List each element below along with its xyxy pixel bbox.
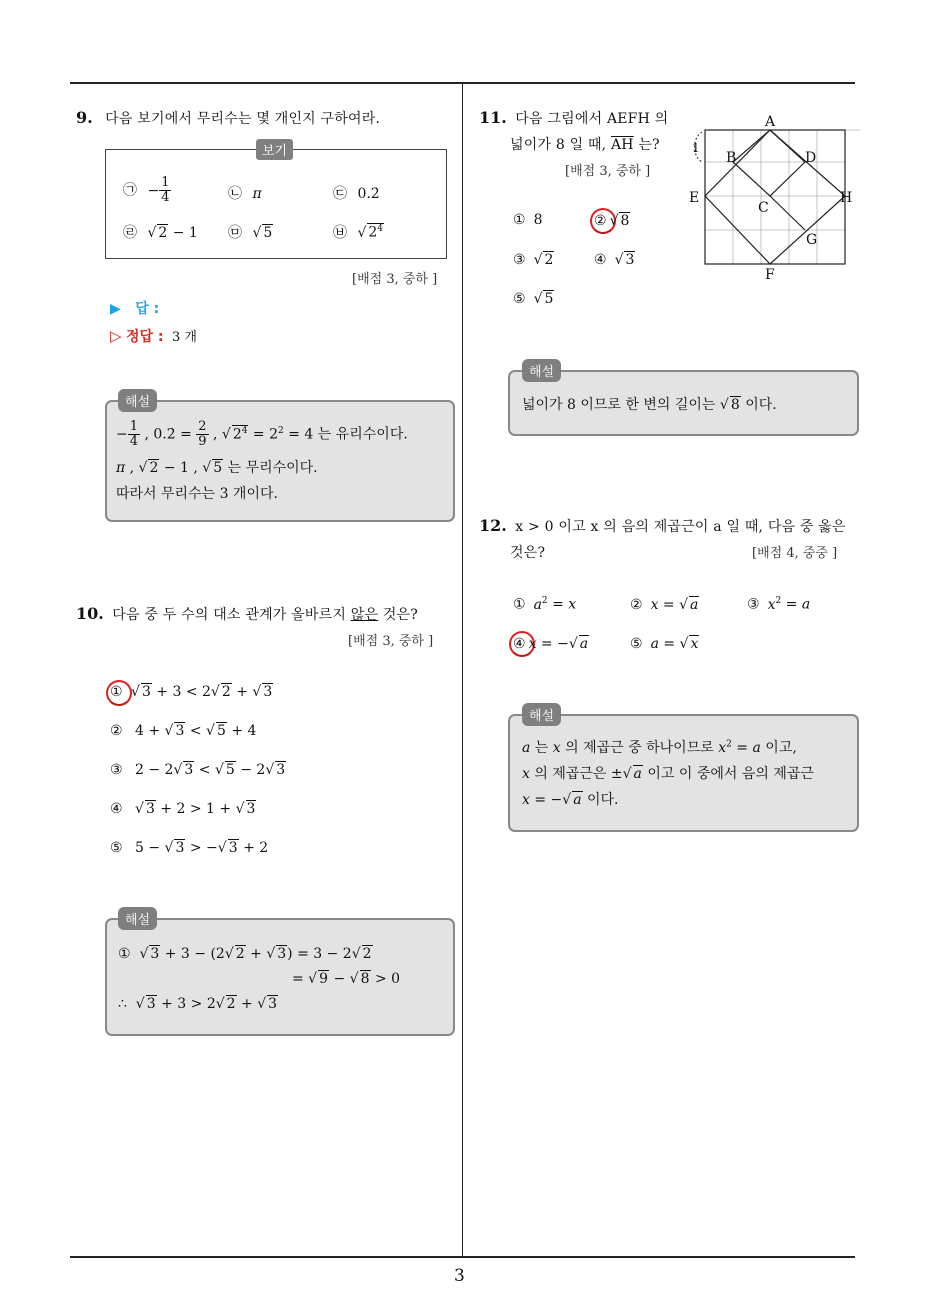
question-text-line-1: x > 0 이고 x 의 음의 제곱근이 a 일 때, 다음 중 옳은	[515, 519, 846, 535]
solution-label: 해설	[522, 359, 561, 382]
point-label-h: H	[840, 190, 853, 206]
example-item-5: ㉤ √ 5	[228, 225, 273, 241]
solution-label: 해설	[118, 389, 157, 412]
correct-answer-row	[110, 326, 197, 346]
question-text: 다음 보기에서 무리수는 몇 개인지 구하여라.	[105, 111, 381, 127]
score-meta: [배점 4, 중중 ]	[752, 546, 838, 561]
question-12	[479, 516, 846, 536]
point-label-b: B	[726, 150, 737, 166]
option-4[interactable]: ④ x = −√ a	[513, 636, 589, 652]
question-number: 12.	[479, 516, 507, 535]
solution-box	[105, 918, 455, 1036]
option-5[interactable]: ⑤ 5 − √ 3 > −√ 3 + 2	[110, 840, 269, 856]
option-2[interactable]: ② 4 + √ 3 < √ 5 + 4	[110, 723, 257, 739]
question-text: 다음 중 두 수의 대소 관계가 올바르지 않은 것은?	[112, 607, 418, 623]
solution-line-2: = √ 9 − √ 8 > 0	[292, 971, 401, 987]
option-2[interactable]: ② √ 8	[594, 213, 630, 229]
solution-label: 해설	[118, 907, 157, 930]
score-meta: [배점 3, 중하 ]	[348, 634, 434, 649]
solution-line-3: x = −√ a 이다.	[522, 792, 619, 808]
score-meta: [배점 3, 중하 ]	[352, 272, 438, 287]
column-divider	[462, 82, 463, 1257]
point-label-g: G	[806, 232, 818, 248]
correct-answer-value: 3 개	[171, 330, 197, 345]
question-text-line-2: 넓이가 8 일 때, $\overline{AH}$ 는?	[510, 137, 660, 153]
question-number: 11.	[479, 108, 507, 127]
question-10	[76, 604, 418, 624]
bottom-rule	[70, 1256, 855, 1258]
question-11	[479, 108, 668, 128]
correct-answer-label: 정답 :	[126, 329, 164, 345]
example-item-1: ㉠ − $\frac{1}{4}$	[123, 175, 170, 205]
answer-row	[110, 298, 159, 318]
solution-line-1: a 는 x 의 제곱근 중 하나이므로 $x^2 = a$ 이고,	[522, 739, 797, 756]
solution-line-3: ∴ √ 3 + 3 > 2√ 2 + √ 3	[118, 996, 278, 1012]
square-abcd	[733, 130, 805, 196]
answer-label: 답 :	[135, 301, 160, 317]
play-icon: ▶	[110, 301, 121, 317]
unit-label: 1	[692, 141, 700, 155]
example-item-2: ㉡ π	[228, 186, 262, 202]
question-number: 10.	[76, 604, 104, 623]
solution-line-1: 넓이가 8 이므로 한 변의 길이는 √ 8 이다.	[522, 397, 777, 413]
option-3[interactable]: ③ √ 2	[513, 252, 554, 268]
option-5[interactable]: ⑤ √ 5	[513, 291, 554, 307]
option-1[interactable]: ① 8	[513, 212, 543, 228]
example-item-4: ㉣ √ 2 − 1	[123, 225, 198, 241]
solution-line-2: π , √ 2 − 1 , √ 5 는 무리수이다.	[116, 460, 318, 476]
point-label-e: E	[689, 190, 700, 206]
solution-line-3: 따라서 무리수는 3 개이다.	[116, 486, 278, 502]
option-4[interactable]: ④ √ 3 + 2 > 1 + √ 3	[110, 801, 256, 817]
option-2[interactable]: ② x = √ a	[630, 597, 699, 613]
option-1[interactable]: ① $a^2 = x$	[513, 596, 577, 613]
point-label-d: D	[805, 150, 817, 166]
triangle-outline-icon: ▷	[110, 327, 122, 345]
option-3[interactable]: ③ $x^2 = a$	[747, 596, 811, 613]
question-text-line-2: 것은?	[510, 545, 546, 561]
example-item-6: ㉥ √ $2^4$	[333, 224, 384, 241]
grid-square-figure	[680, 110, 860, 285]
option-5[interactable]: ⑤ a = √ x	[630, 636, 699, 652]
example-box-label: 보기	[256, 139, 293, 160]
solution-line-1: − $\frac{1}{4}$ , 0.2̇ = $\frac{2}{9}$ , √ $2^4 = 2^2 = 4$ 는 유리수이다.	[116, 419, 408, 449]
option-3[interactable]: ③ 2 − 2√ 3 < √ 5 − 2√ 3	[110, 762, 286, 778]
question-9	[76, 108, 380, 128]
solution-label: 해설	[522, 703, 561, 726]
solution-line-1: ① √ 3 + 3 − (2√ 2 + √ 3) = 3 − 2√ 2	[118, 946, 372, 962]
segment-cg	[770, 196, 805, 230]
point-label-c: C	[758, 200, 769, 216]
question-text-line-1: 다음 그림에서 AEFH 의	[515, 111, 669, 127]
option-1[interactable]: ① √ 3 + 3 < 2√ 2 + √ 3	[110, 684, 273, 700]
example-item-3: ㉢ 0.2̇	[333, 186, 380, 202]
score-meta: [배점 3, 중하 ]	[565, 164, 651, 179]
point-label-a: A	[765, 114, 776, 130]
solution-line-2: x 의 제곱근은 ±√ a 이고 이 중에서 음의 제곱근	[522, 766, 814, 782]
option-4[interactable]: ④ √ 3	[594, 252, 635, 268]
point-label-f: F	[765, 267, 775, 283]
question-number: 9.	[76, 108, 93, 127]
page-number: 3	[454, 1266, 465, 1286]
